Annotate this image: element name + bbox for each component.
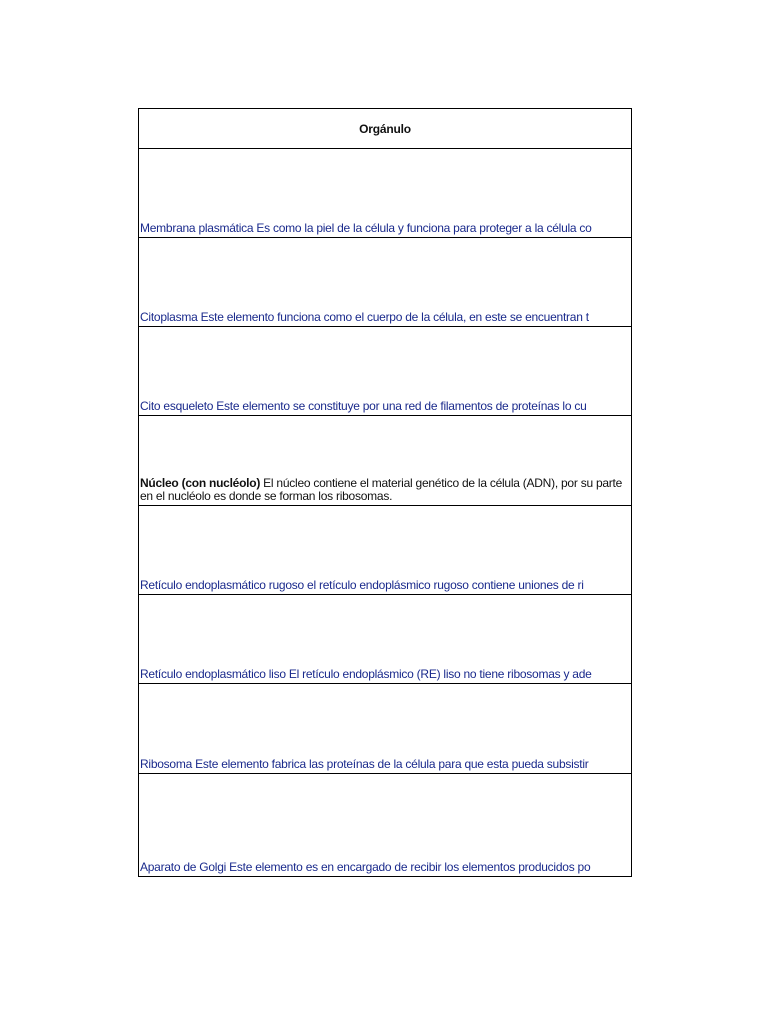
term-label: Retículo endoplasmático rugoso xyxy=(140,579,304,592)
description-text: Es como la piel de la célula y funciona para proteger a la célula co xyxy=(253,222,592,235)
description-text: Este elemento es en encargado de recibir los elementos producidos po xyxy=(226,861,591,874)
term-label: Ribosoma xyxy=(140,758,193,771)
description-text: El retículo endoplásmico (RE) liso no tiene ribosomas y ade xyxy=(285,668,592,681)
term-label: Membrana plasmática xyxy=(140,222,254,235)
table-row xyxy=(139,774,631,876)
row-text-membrana[interactable] xyxy=(140,222,631,235)
row-text-nucleo xyxy=(140,477,631,503)
row-text-reticulo-rugoso[interactable] xyxy=(140,579,631,592)
table-header-organulo: Orgánulo xyxy=(139,109,631,149)
table-row xyxy=(139,684,631,774)
term-label: Citoplasma xyxy=(140,311,198,324)
description-text: Este elemento se constituye por una red de filamentos de proteínas lo cu xyxy=(213,400,587,413)
table-row xyxy=(139,238,631,327)
term-label: Aparato de Golgi xyxy=(140,861,227,874)
organelle-table xyxy=(138,108,632,877)
term-label: Núcleo (con nucléolo) xyxy=(140,477,261,490)
term-label: Retículo endoplasmático liso xyxy=(140,668,286,681)
table-row xyxy=(139,149,631,238)
table-row xyxy=(139,416,631,506)
description-text: el retículo endoplásmico rugoso contiene uniones de ri xyxy=(303,579,584,592)
term-label: Cito esqueleto xyxy=(140,400,214,413)
row-text-aparato-golgi[interactable] xyxy=(140,861,631,874)
row-text-cito-esqueleto[interactable] xyxy=(140,400,631,413)
description-text: Este elemento funciona como el cuerpo de la célula, en este se encuentran t xyxy=(197,311,589,324)
description-text: Este elemento fabrica las proteínas de la célula para que esta pueda subsistir xyxy=(192,758,589,771)
row-text-reticulo-liso[interactable] xyxy=(140,668,631,681)
table-row xyxy=(139,506,631,595)
table-row xyxy=(139,595,631,684)
row-text-ribosoma[interactable] xyxy=(140,758,631,771)
description-text: El núcleo contiene el material genético de la célula (ADN), por su parte en el nucléolo es donde se forman los ribosomas. xyxy=(140,477,623,503)
row-text-citoplasma[interactable] xyxy=(140,311,631,324)
table-row xyxy=(139,327,631,416)
